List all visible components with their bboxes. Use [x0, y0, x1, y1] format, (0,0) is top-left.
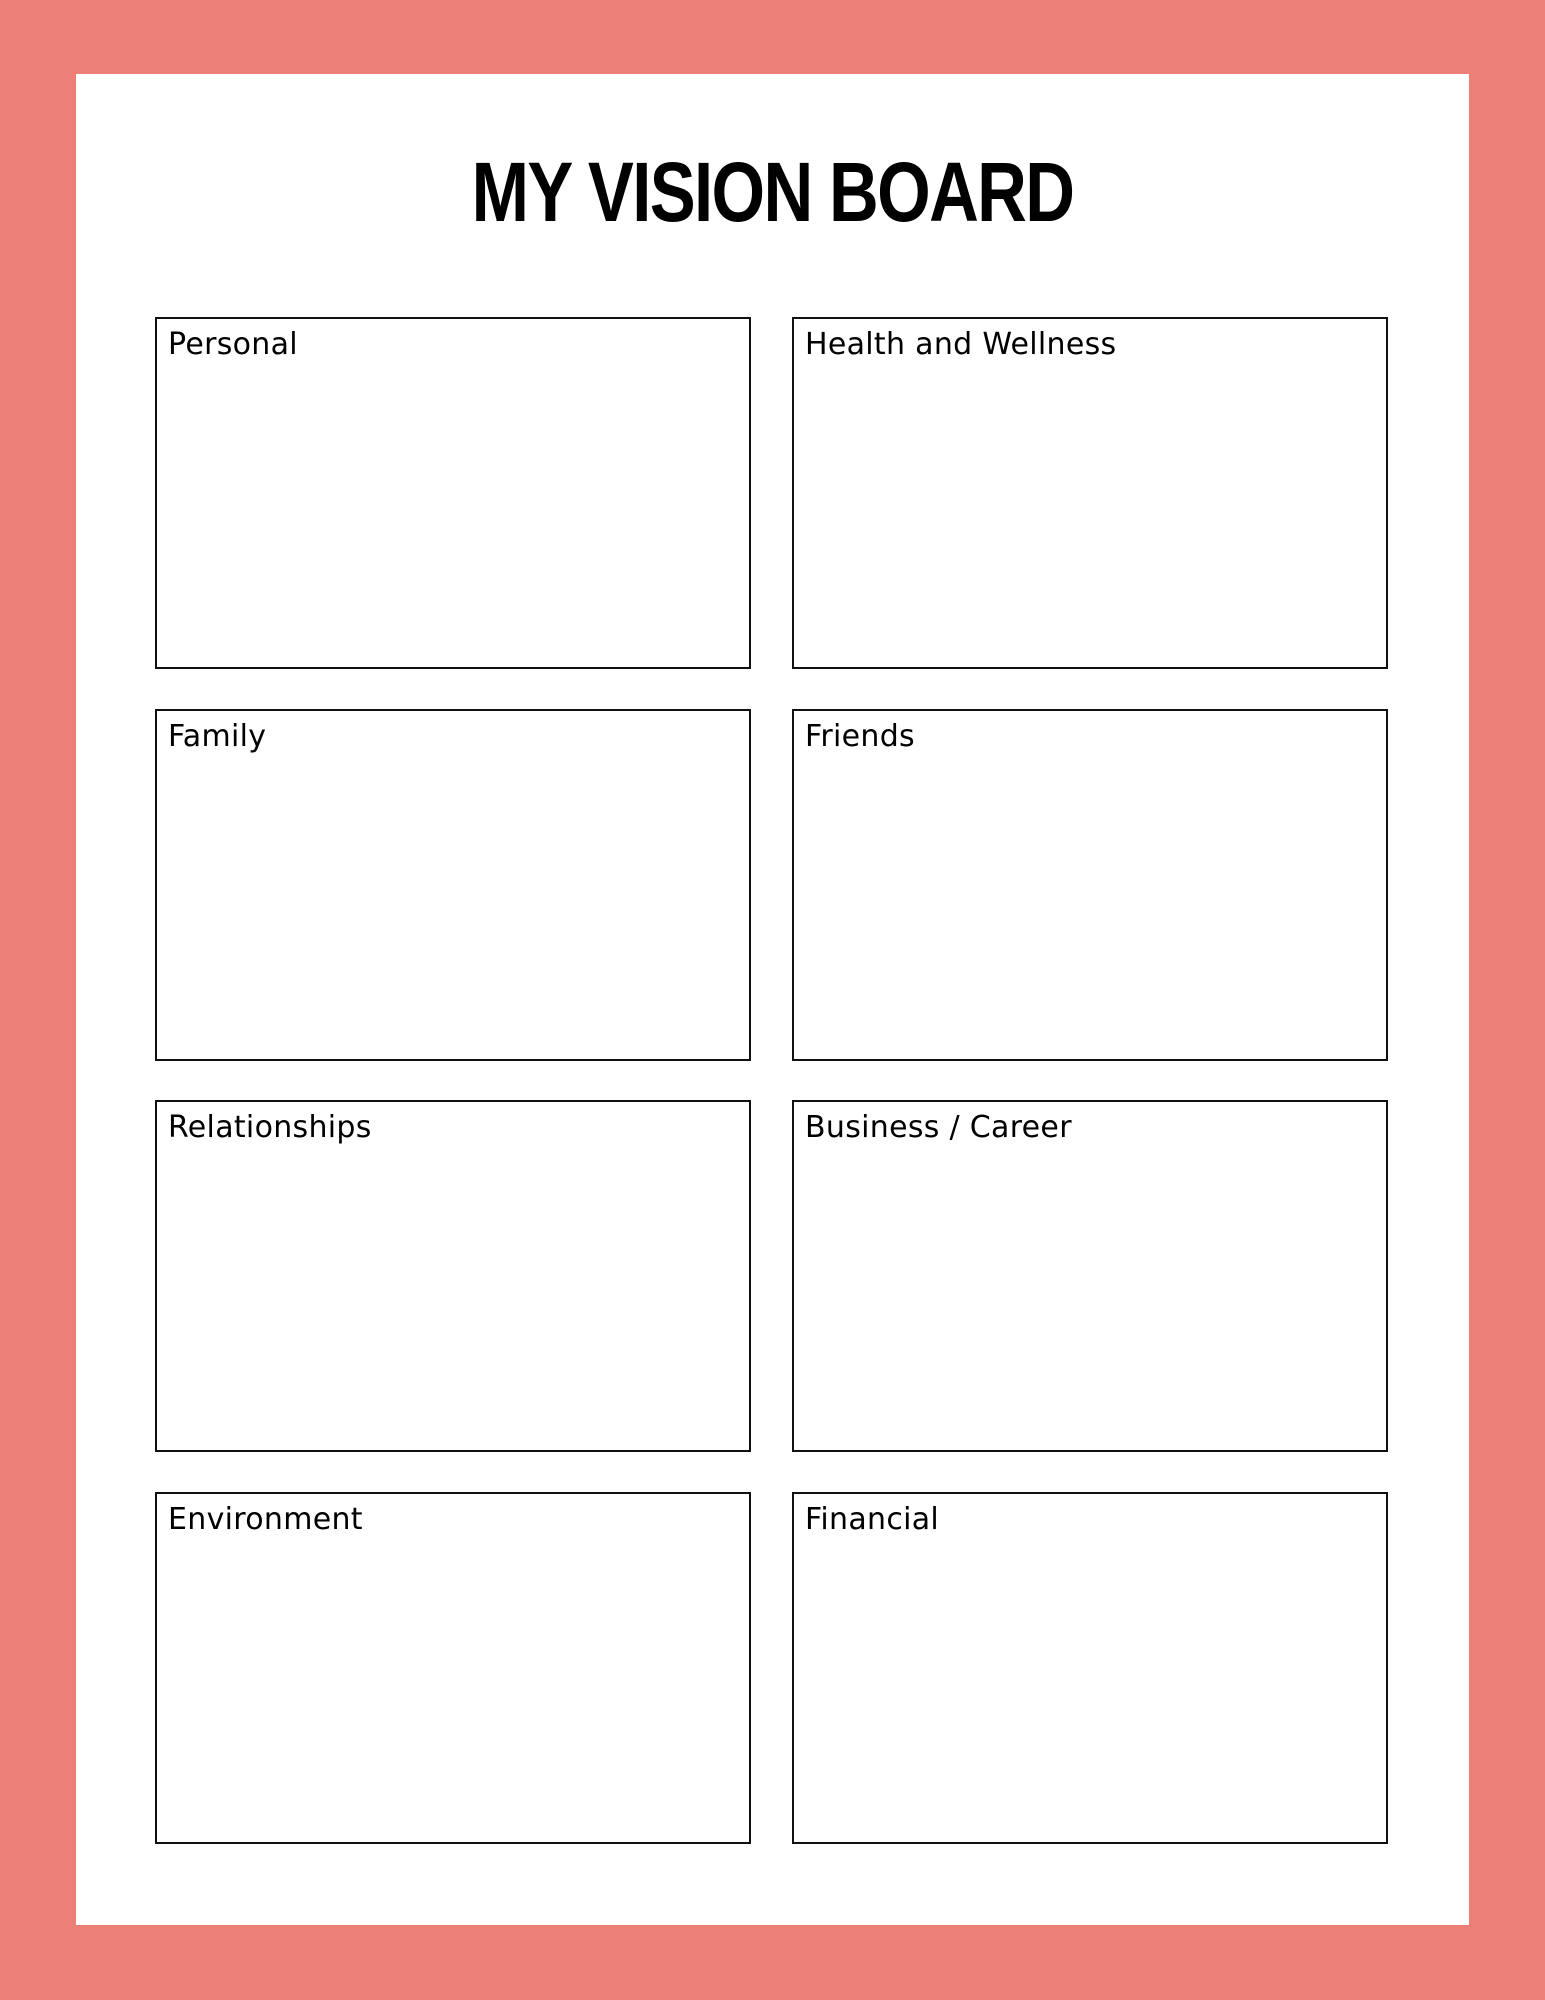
- section-family[interactable]: [155, 709, 751, 1061]
- section-label: Financial: [805, 1502, 940, 1537]
- section-label: Business / Career: [805, 1110, 1072, 1145]
- section-label: Relationships: [168, 1110, 372, 1145]
- section-financial[interactable]: [792, 1492, 1388, 1844]
- section-label: Personal: [168, 327, 298, 362]
- section-label: Environment: [168, 1502, 363, 1537]
- section-label: Family: [168, 719, 267, 754]
- section-business-career[interactable]: [792, 1100, 1388, 1452]
- section-personal[interactable]: [155, 317, 751, 669]
- section-label: Friends: [805, 719, 915, 754]
- page-title: MY VISION BOARD: [471, 145, 1074, 239]
- section-friends[interactable]: [792, 709, 1388, 1061]
- section-relationships[interactable]: [155, 1100, 751, 1452]
- section-environment[interactable]: [155, 1492, 751, 1844]
- section-health-and-wellness[interactable]: [792, 317, 1388, 669]
- section-label: Health and Wellness: [805, 327, 1117, 362]
